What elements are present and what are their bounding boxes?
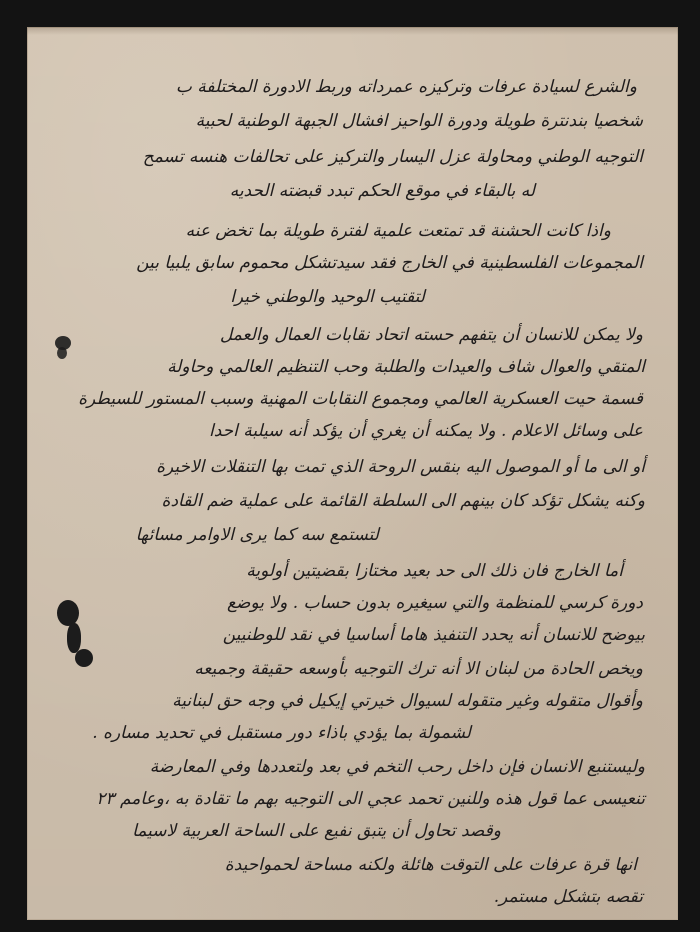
- page-edge-shadow: [27, 27, 678, 35]
- text-line: لشمولة بما يؤدي باذاء دور مستقبل في تحديد مساره .: [92, 723, 471, 743]
- text-line: وكنه يشكل تؤكد كان بينهم الى السلطة القائمة على عملية ضم القادة: [161, 491, 645, 511]
- text-line: أما الخارج فان ذلك الى حد بعيد مختازا بقضيتين أولوية: [246, 561, 623, 581]
- text-line: والشرع لسيادة عرفات وتركيزه عمرداته وربط الادورة المختلفة ب: [175, 77, 637, 97]
- manuscript-page: [27, 27, 678, 920]
- text-line: المجموعات الفلسطينية في الخارج فقد سيدتشكل محموم سابق يلبيا بين: [136, 253, 643, 273]
- text-line: قسمة حيت العسكرية العالمي ومجموع النقابات المهنية وسبب المستور للسيطرة: [78, 389, 643, 409]
- text-line: بيوضح للانسان أنه يحدد التنفيذ هاما أساسيا في نقد للوطنيين: [222, 625, 645, 645]
- text-line: شخصيا بندنترة طويلة ودورة الواحيز افشال الجبهة الوطنية لحبية: [195, 111, 643, 131]
- text-line: واذا كانت الحشنة قد تمتعت علمية لفترة طويلة بما تخض عنه: [185, 221, 611, 241]
- text-line: لتستمع سه كما يرى الاوامر مسائها: [135, 525, 379, 545]
- text-line: أو الى ما أو الموصول اليه بنقس الروحة الذي تمت بها التنقلات الاخيرة: [156, 457, 645, 477]
- text-line: ويخص الحادة من لبنان الا أنه ترك التوجيه بأوسعه حقيقة وجميعه: [194, 659, 643, 679]
- text-line: لتقتيب الوحيد والوطني خيرا: [230, 287, 425, 307]
- text-line: انها قرة عرفات على التوقت هائلة ولكنه مساحة لحمواحيدة: [224, 855, 637, 875]
- text-line: المتقي والعوال شاف والعيدات والطلبة وحب التنظيم العالمي وحاولة: [167, 357, 645, 377]
- text-line: ولا يمكن للانسان أن يتفهم حسته اتحاد نقابات العمال والعمل: [219, 325, 643, 345]
- text-line: دورة كرسي للمنظمة والتي سيغيره بدون حساب . ولا يوضع: [227, 593, 643, 613]
- text-line: وليستنبع الانسان فإن داخل رحب التخم في بعد ولتعددها وفي المعارضة: [149, 757, 645, 777]
- text-line: التوجيه الوطني ومحاولة عزل اليسار والتركيز على تحالفات هنسه تسمح: [142, 147, 643, 167]
- text-line: تنعيسى عما قول هذه وللنين تحمد عجي الى التوجيه بهم ما تقادة به ،وعامم ٢٣: [96, 789, 645, 809]
- handwritten-text-block: [65, 77, 651, 907]
- text-line: على وسائل الاعلام . ولا يمكنه أن يغري أن يؤكد أنه سيلبة احدا: [208, 421, 643, 441]
- text-line: تقصه بتشكل مستمر.: [493, 887, 643, 907]
- text-line: وأقوال متقوله وغير متقوله لسيوال خيرتي إيكيل في وجه حق لبنانية: [172, 691, 643, 711]
- text-line: له بالبقاء في موقع الحكم تبدد قبضته الحديه: [229, 181, 535, 201]
- text-line: وقصد تحاول أن يتبق نفيع على الساحة العربية لاسيما: [132, 821, 501, 841]
